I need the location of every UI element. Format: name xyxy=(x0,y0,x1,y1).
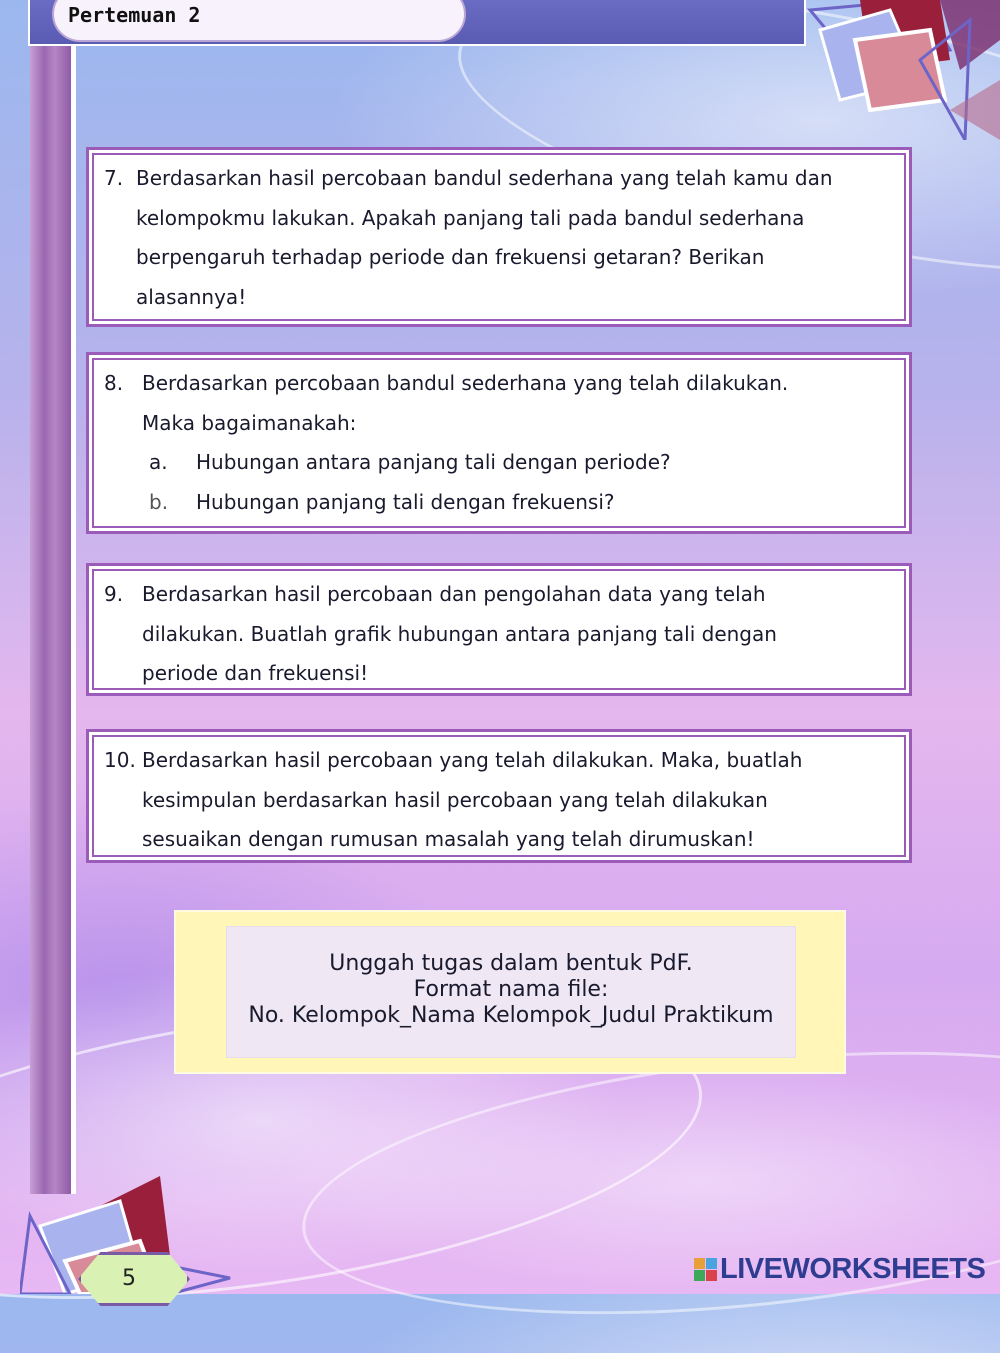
question-9-line: periode dan frekuensi! xyxy=(142,661,369,685)
liveworksheets-icon xyxy=(694,1258,718,1282)
question-box-7 xyxy=(86,147,912,327)
question-number: 9. xyxy=(104,582,124,606)
question-7-line: 7. Berdasarkan hasil percobaan bandul sederhana yang telah kamu dan xyxy=(104,159,892,199)
sub-item-a: a. Hubungan antara panjang tali dengan periode? xyxy=(104,443,892,483)
question-9-line: dilakukan. Buatlah grafik hubungan antara panjang tali dengan xyxy=(142,621,777,646)
question-10-line: kesimpulan berdasarkan hasil percobaan yang telah dilakukan xyxy=(142,787,768,812)
question-8-line: 8. Berdasarkan percobaan bandul sederhana yang telah dilakukan. xyxy=(104,364,892,404)
note-line: No. Kelompok_Nama Kelompok_Judul Praktikum xyxy=(248,1003,774,1028)
sub-item-letter: b. xyxy=(149,489,169,514)
question-9-line: 9. Berdasarkan hasil percobaan dan pengolahan data yang telah xyxy=(104,575,892,615)
upload-note-inner xyxy=(226,926,796,1058)
question-10-line: 10. Berdasarkan hasil percobaan yang telah dilakukan. Maka, buatlah xyxy=(104,741,892,781)
question-8-line: Maka bagaimanakah: xyxy=(142,410,357,435)
question-number: 7. xyxy=(104,166,124,190)
question-box-8 xyxy=(86,352,912,534)
question-box-9 xyxy=(86,563,912,696)
decorative-squares-top xyxy=(800,0,1000,140)
question-box-10 xyxy=(86,729,912,863)
question-7-line: berpengaruh terhadap periode dan frekuensi getaran? Berikan xyxy=(136,245,765,269)
question-number: 8. xyxy=(104,371,124,395)
question-10-line: sesuaikan dengan rumusan masalah yang telah dirumuskan! xyxy=(142,827,755,851)
page-number: 5 xyxy=(122,1266,136,1291)
brand-name: LIVEWORKSHEETS xyxy=(720,1253,986,1285)
sub-item-letter: a. xyxy=(149,450,168,474)
upload-note-box xyxy=(174,910,846,1074)
question-number: 10. xyxy=(104,748,136,772)
left-sidebar-bar xyxy=(30,46,76,1194)
note-line: Unggah tugas dalam bentuk PdF. xyxy=(329,951,693,976)
note-line: Format nama file: xyxy=(413,977,609,1002)
page-title: Pertemuan 2 xyxy=(68,3,201,27)
sub-item-b: b. Hubungan panjang tali dengan frekuensi? xyxy=(104,483,892,523)
question-7-line: kelompokmu lakukan. Apakah panjang tali pada bandul sederhana xyxy=(136,205,805,230)
question-7-line: alasannya! xyxy=(136,284,247,309)
